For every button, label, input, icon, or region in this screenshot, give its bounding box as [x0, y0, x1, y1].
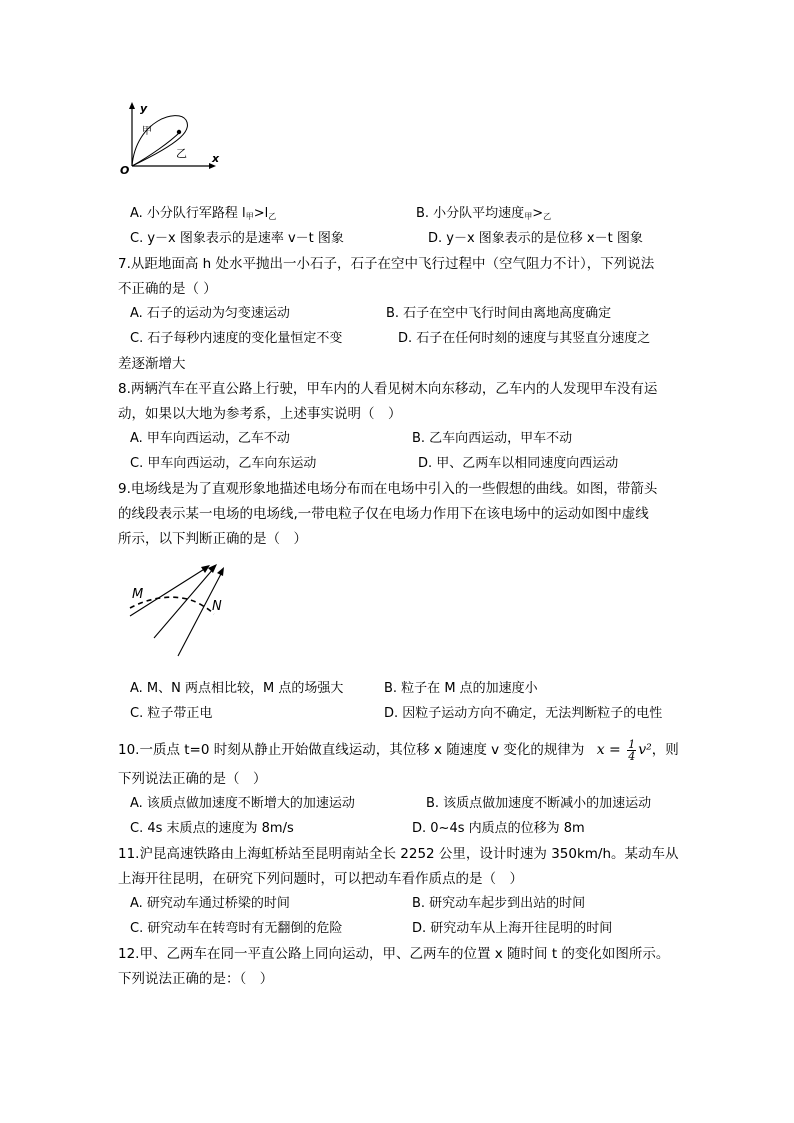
x-label: x	[212, 152, 220, 165]
field-line-1-arrow	[201, 565, 210, 573]
q10-option-c: C. 4s 末质点的速度为 8m/s	[130, 821, 294, 836]
q11-option-c: C. 研究动车在转弯时有无翻倒的危险	[130, 921, 343, 936]
q10-option-a: A. 该质点做加速度不断增大的加速运动	[130, 796, 355, 811]
q9-option-c: C. 粒子带正电	[130, 706, 213, 721]
q7-option-c: C. 石子每秒内速度的变化量恒定不变	[130, 331, 343, 346]
q9-stem-line2: 的线段表示某一电场的电场线,一带电粒子仅在电场力作用下在该电场中的运动如图中虚线	[118, 506, 649, 522]
y-label: y	[140, 102, 148, 115]
q8-option-a: A. 甲车向西运动，乙车不动	[130, 431, 290, 446]
q10-formula: x = $\frac{1}{4}$ v²	[596, 737, 652, 763]
q8-stem-line2: 动，如果以大地为参考系，上述事实说明（ ）	[118, 406, 402, 422]
q12-stem-line2: 下列说法正确的是：（ ）	[118, 971, 274, 987]
q7-option-d-cont: 差逐渐增大	[118, 356, 186, 372]
origin-label: O	[120, 164, 130, 177]
q6-option-a: A. 小分队行军路程 $l_甲>l_乙$	[130, 206, 277, 221]
electric-field-figure	[118, 558, 238, 662]
meeting-point	[177, 130, 181, 134]
path-yi	[132, 132, 180, 166]
q9-stem-line3: 所示，以下判断正确的是（ ）	[118, 531, 307, 547]
q11-stem-line1: 11.沪昆高速铁路由上海虹桥站至昆明南站全长 2252 公里，设计时速为 350km/h。某动车从	[118, 846, 679, 862]
q6-option-c: C. y－x 图象表示的是速率 v－t 图象	[130, 231, 344, 246]
q11-option-b: B. 研究动车起步到出站的时间	[412, 896, 586, 911]
q8-option-d: D. 甲、乙两车以相同速度向西运动	[418, 456, 619, 471]
q10-option-d: D. 0~4s 内质点的位移为 8m	[412, 821, 585, 836]
q7-option-d: D. 石子在任何时刻的速度与其竖直分速度之	[398, 331, 651, 346]
trajectory-figure	[118, 100, 228, 178]
q6-option-b: B. 小分队平均速度$_甲>_乙$	[416, 206, 552, 221]
q10-option-b: B. 该质点做加速度不断减小的加速运动	[426, 796, 652, 811]
q7-option-a: A. 石子的运动为匀变速运动	[130, 306, 290, 321]
q9-option-d: D. 因粒子运动方向不确定，无法判断粒子的电性	[384, 706, 663, 721]
field-line-3-arrow	[217, 567, 224, 576]
q11-stem-line2: 上海开往昆明，在研究下列问题时，可以把动车看作质点的是（ ）	[118, 871, 523, 887]
q11-option-a: A. 研究动车通过桥梁的时间	[130, 896, 290, 911]
q9-option-a: A. M、N 两点相比较，M 点的场强大	[130, 681, 344, 696]
q7-stem-line2: 不正确的是（ ）	[118, 281, 217, 297]
q10-stem-line2: 下列说法正确的是（ ）	[118, 771, 267, 787]
q8-option-c: C. 甲车向西运动，乙车向东运动	[130, 456, 317, 471]
q11-option-d: D. 研究动车从上海开往昆明的时间	[412, 921, 613, 936]
q7-stem-line1: 7.从距地面高 h 处水平抛出一小石子，石子在空中飞行过程中（空气阻力不计），下列说法	[118, 256, 655, 272]
q7-option-b: B. 石子在空中飞行时间由离地高度确定	[386, 306, 612, 321]
label-n: N	[212, 599, 222, 614]
q9-option-b: B. 粒子在 M 点的加速度小	[384, 681, 538, 696]
jia-label: 甲	[142, 126, 152, 137]
q6-option-d: D. y－x 图象表示的是位移 x－t 图象	[428, 231, 643, 246]
yi-label: 乙	[176, 147, 187, 160]
y-axis-arrow	[129, 102, 135, 109]
q10-stem-line1: 10.一质点 t=0 时刻从静止开始做直线运动，其位移 x 随速度 v 变化的规律为 x = $\frac{1}{4}$ v²，则	[118, 737, 679, 763]
q8-option-b: B. 乙车向西运动，甲车不动	[412, 431, 573, 446]
label-m: M	[132, 587, 144, 602]
q12-stem-line1: 12.甲、乙两车在同一平直公路上同向运动，甲、乙两车的位置 x 随时间 t 的变化如图所示。	[118, 946, 670, 962]
q8-stem-line1: 8.两辆汽车在平直公路上行驶，甲车内的人看见树木向东移动，乙车内的人发现甲车没有运	[118, 381, 658, 397]
q9-stem-line1: 9.电场线是为了直观形象地描述电场分布而在电场中引入的一些假想的曲线。如图，带箭头	[118, 481, 658, 497]
field-line-2	[154, 568, 214, 638]
